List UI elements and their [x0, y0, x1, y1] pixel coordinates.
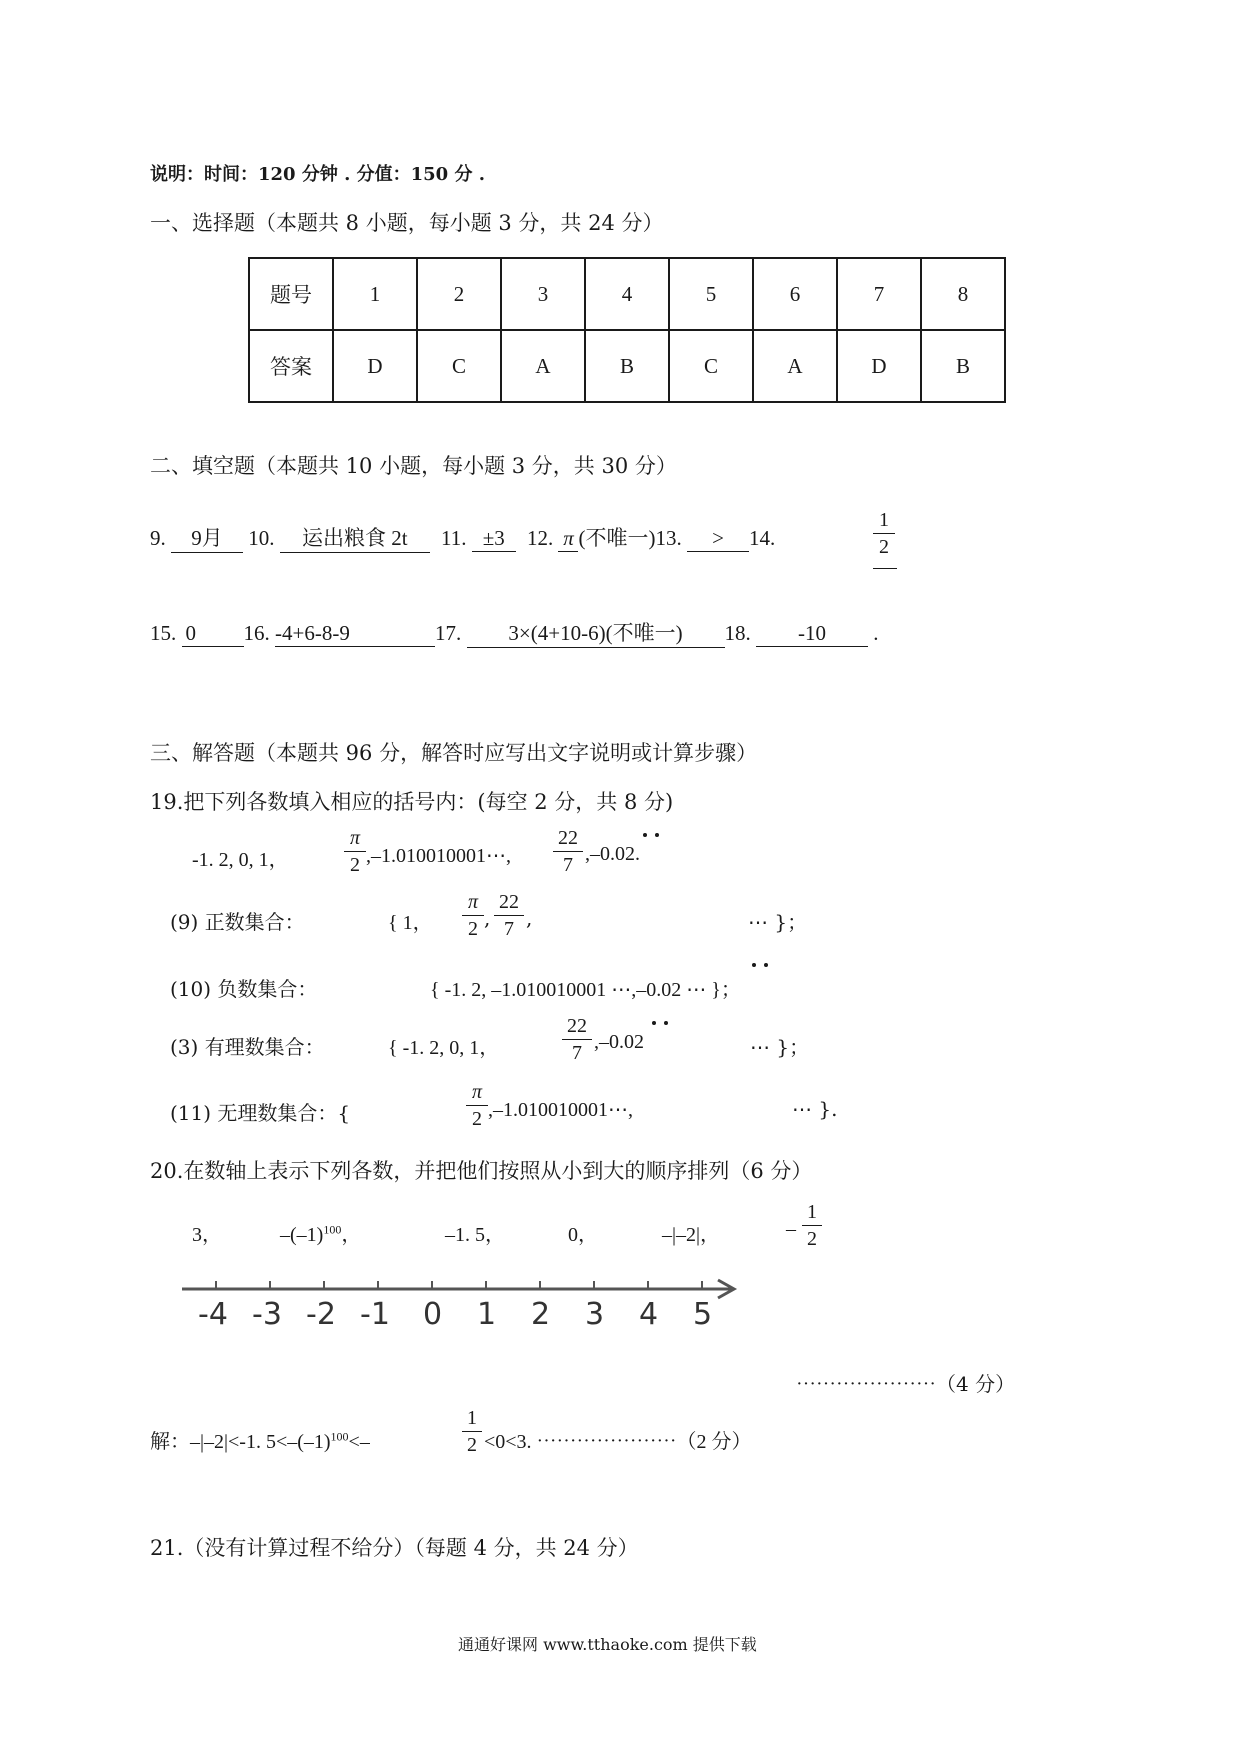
table-row-numbers [249, 258, 1005, 330]
section3-title: 三、解答题（本题共 96 分，解答时应写出文字说明或计算步骤） [150, 741, 758, 765]
question-number-cell: 8 [921, 258, 1005, 330]
q14-fraction [873, 508, 895, 559]
q13-number: 13. [655, 526, 682, 550]
q20-score-line: ⋯⋯⋯⋯⋯⋯⋯（4 分） [796, 1372, 1016, 1396]
22-over-7-fraction [553, 826, 583, 877]
q9-answer: 9月 [171, 522, 243, 553]
axis-tick-label: 3 [585, 1297, 605, 1332]
question-number-cell: 2 [417, 258, 501, 330]
answer-cell: B [585, 330, 669, 402]
q20-item-half-sign: – [786, 1218, 796, 1240]
q12-number: 12. [526, 526, 554, 550]
irrational-set-tail: ,–1.010010001⋯, [488, 1099, 633, 1121]
answer-cell: A [501, 330, 585, 402]
half-numerator: 1 [467, 1407, 477, 1429]
q19-numbers-c: ,–0.02. [585, 843, 640, 865]
fraction-denominator: 7 [563, 854, 573, 876]
q19-numbers-a: -1. 2, 0, 1， [192, 849, 289, 871]
rational-set-close: ⋯ }； [750, 1035, 810, 1059]
q21-prompt: 21.（没有计算过程不给分）（每题 4 分，共 24 分） [150, 1536, 639, 1560]
axis-tick-label: -2 [306, 1297, 336, 1332]
axis-tick-label: -3 [252, 1297, 282, 1332]
q20-item-zero: 0， [568, 1224, 598, 1246]
q20-solution: 解：–|–2|<-1. $5<-(-1)^{100}<-$ [150, 1429, 370, 1453]
pi-numerator: π [467, 891, 479, 913]
repeating-dot [752, 963, 756, 967]
q9-number: 9. [150, 526, 166, 550]
half-denominator: 2 [807, 1228, 817, 1250]
pi-over-2-fraction [344, 826, 366, 877]
section1-title: 一、选择题（本题共 8 小题，每小题 3 分，共 24 分） [150, 211, 664, 235]
question-number-cell: 7 [837, 258, 921, 330]
end-period: . [873, 621, 879, 645]
positive-set-open: { 1， [388, 912, 433, 934]
answer-cell: C [669, 330, 753, 402]
question-number-cell: 4 [585, 258, 669, 330]
q11-answer: ±3 [472, 526, 516, 552]
q20-solution-end: <0<3. ⋯⋯⋯⋯⋯⋯⋯（2 分） [484, 1431, 752, 1453]
q16-answer: -4+6-8-9 [275, 621, 435, 647]
exam-instructions: 说明：时间：120 分钟 . 分值：150 分 . [150, 164, 486, 185]
q14-numerator: 1 [879, 509, 889, 531]
question-number-cell: 1 [333, 258, 417, 330]
question-number-cell: 6 [753, 258, 837, 330]
fraction-denominator: 7 [504, 918, 514, 940]
axis-tick-label: 4 [639, 1297, 659, 1332]
rational-set-open: { -1. 2, 0, 1， [388, 1037, 500, 1059]
fill-row-2 [150, 617, 879, 648]
q20-item-neg-1-5: –1. 5， [445, 1224, 505, 1246]
q19-prompt: 19.把下列各数填入相应的括号内：(每空 2 分，共 8 分) [150, 790, 674, 814]
half-fraction [802, 1200, 822, 1251]
pi-over-2-fraction [466, 1080, 488, 1131]
axis-tick-label: 0 [423, 1297, 443, 1332]
q20-item-abs: –|–2|， [662, 1224, 721, 1246]
question-number-cell: 3 [501, 258, 585, 330]
repeating-dot [652, 1021, 656, 1025]
axis-tick-label: 5 [693, 1297, 713, 1332]
q18-answer: -10 [756, 621, 868, 647]
repeating-dot [664, 1021, 668, 1025]
q14-answer-underline [873, 568, 897, 569]
repeating-dot [655, 833, 659, 837]
pi-numerator: π [349, 827, 361, 849]
row-label-number: 题号 [249, 258, 333, 330]
question-number-cell: 5 [669, 258, 753, 330]
q14-number: 14. [748, 526, 776, 550]
q12-answer: π [558, 526, 578, 552]
q15-number: 15. [150, 621, 177, 645]
answer-cell: D [837, 330, 921, 402]
positive-set-label: (9) 正数集合： [170, 910, 305, 934]
q14-denominator: 2 [879, 536, 889, 558]
table-row-answers [249, 330, 1005, 402]
axis-tick-label: 1 [477, 1297, 497, 1332]
row-label-answer: 答案 [249, 330, 333, 402]
q17-number: 17. [435, 621, 462, 645]
answer-cell: A [753, 330, 837, 402]
q13-answer: > [687, 526, 749, 552]
q11-number: 11. [441, 526, 467, 550]
rational-set-label: (3) 有理数集合： [170, 1035, 325, 1059]
irrational-set-close: ⋯ }. [792, 1097, 838, 1121]
irrational-set-label: (11) 无理数集合：{ [170, 1101, 351, 1125]
pi-numerator: π [471, 1081, 483, 1103]
rational-set-tail: ,–0.02 [594, 1031, 644, 1053]
q20-prompt: 20.在数轴上表示下列各数，并把他们按照从小到大的顺序排列（6 分） [150, 1159, 813, 1183]
fraction-numerator: 22 [567, 1015, 587, 1037]
q20-item-neg-power: $-(-1)^{100}$， [280, 1222, 362, 1246]
negative-set-label: (10) 负数集合： [170, 977, 318, 1001]
pi-denominator: 2 [468, 918, 478, 940]
positive-set-close: ⋯ }； [748, 910, 808, 934]
pi-denominator: 2 [350, 854, 360, 876]
answer-cell: D [333, 330, 417, 402]
axis-tick-label: 2 [531, 1297, 551, 1332]
fraction-numerator: 22 [499, 891, 519, 913]
page-footer: 通通好课网 www.tthaoke.com 提供下载 [458, 1635, 757, 1654]
negative-set-content: { -1. 2, –1.010010001 ⋯,–0.02 ⋯ }； [430, 979, 741, 1001]
answer-table [248, 257, 1006, 403]
axis-tick-label: -1 [360, 1297, 390, 1332]
answer-cell: B [921, 330, 1005, 402]
22-over-7-fraction [562, 1014, 592, 1065]
fraction-denominator: 7 [572, 1042, 582, 1064]
q10-number: 10. [248, 526, 275, 550]
q15-answer: 0 [182, 621, 244, 647]
pi-denominator: 2 [472, 1108, 482, 1130]
22-over-7-fraction [494, 890, 524, 941]
q18-number: 18. [724, 621, 751, 645]
fraction-numerator: 22 [558, 827, 578, 849]
pi-over-2-fraction [462, 890, 484, 941]
q16-number: 16. [243, 621, 270, 645]
q19-numbers-b: ,–1.010010001⋯, [366, 845, 511, 867]
q17-answer: 3×(4+10-6)(不唯一) [467, 617, 725, 648]
repeating-dot [643, 833, 647, 837]
half-denominator: 2 [467, 1434, 477, 1456]
half-fraction [462, 1406, 482, 1457]
fill-row-1 [150, 522, 775, 553]
axis-tick-label: -4 [198, 1297, 228, 1332]
repeating-dot [764, 963, 768, 967]
q12-note: (不唯一) [578, 526, 656, 550]
q10-answer: 运出粮食 2t [280, 522, 430, 553]
q20-item-3: 3， [192, 1224, 222, 1246]
answer-cell: C [417, 330, 501, 402]
half-numerator: 1 [807, 1201, 817, 1223]
section2-title: 二、填空题（本题共 10 小题，每小题 3 分，共 30 分） [150, 454, 677, 478]
